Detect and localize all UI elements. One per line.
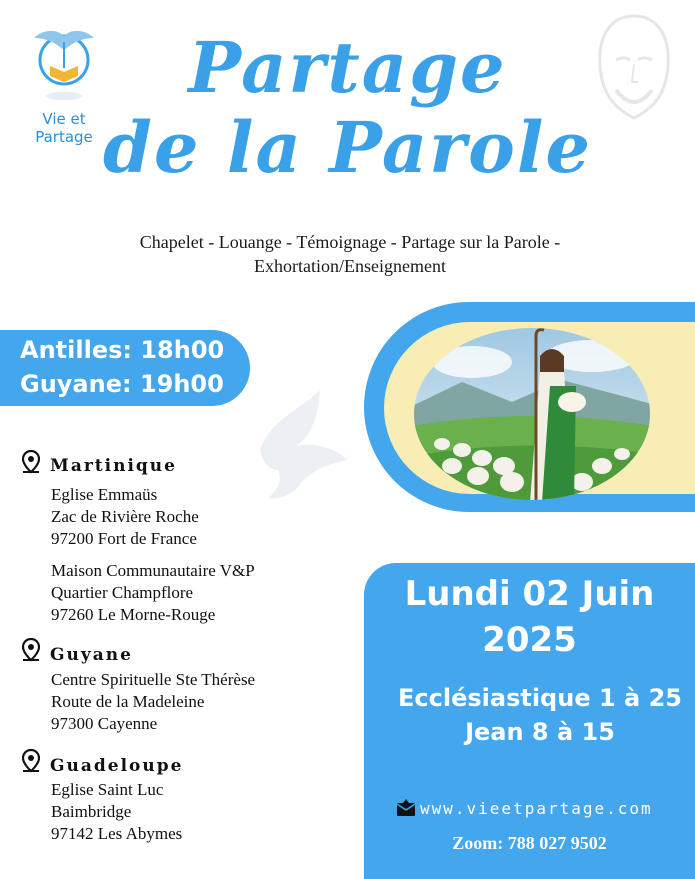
location-pin-icon — [22, 638, 40, 662]
reading-jean: Jean 8 à 15 — [465, 718, 615, 746]
time-antilles: Antilles: 18h00 — [20, 336, 225, 364]
address-block — [51, 560, 255, 626]
address-line: Zac de Rivière Roche — [51, 507, 199, 526]
address-line: 97260 Le Morne-Rouge — [51, 605, 216, 624]
event-date: Lundi 02 Juin — [404, 574, 655, 614]
address-block — [51, 484, 199, 550]
address-line: 97200 Fort de France — [51, 529, 197, 548]
location-title-guadeloupe: Guadeloupe — [50, 756, 184, 776]
address-line: 97300 Cayenne — [51, 714, 158, 733]
dove-watermark-icon — [240, 380, 360, 510]
address-line: Eglise Saint Luc — [51, 780, 164, 799]
address-line: Eglise Emmaüs — [51, 485, 158, 504]
event-year: 2025 — [482, 620, 577, 660]
time-guyane: Guyane: 19h00 — [20, 370, 224, 398]
subtitle-line2: Exhortation/Enseignement — [254, 256, 446, 276]
page-title-line2: de la Parole — [103, 106, 592, 189]
jesus-sketch-image — [586, 10, 682, 128]
location-title-martinique: Martinique — [50, 456, 177, 476]
address-line: Baimbridge — [51, 802, 132, 821]
envelope-icon — [396, 799, 416, 817]
location-title-guyane: Guyane — [50, 645, 133, 665]
address-block — [51, 669, 255, 735]
reading-ecclesiastique: Ecclésiastique 1 à 25 — [398, 684, 682, 712]
zoom-id: Zoom: 788 027 9502 — [452, 833, 607, 853]
logo-text: Vie et Partage — [35, 110, 93, 146]
address-line: Maison Communautaire V&P — [51, 561, 255, 580]
address-line: Route de la Madeleine — [51, 692, 205, 711]
activities-subtitle — [60, 230, 640, 278]
location-pin-icon — [22, 749, 40, 773]
address-line: 97142 Les Abymes — [51, 824, 183, 843]
address-block — [51, 779, 182, 845]
address-line: Centre Spirituelle Ste Thérèse — [51, 670, 256, 689]
good-shepherd-image — [412, 326, 652, 502]
page-title-line1: Partage — [188, 26, 507, 109]
location-pin-icon — [22, 450, 40, 474]
address-line: Quartier Champflore — [51, 583, 194, 602]
subtitle-line1: Chapelet - Louange - Témoignage - Partage sur la Parole - — [139, 232, 561, 252]
website-link[interactable]: www.vieetpartage.com — [420, 799, 653, 818]
